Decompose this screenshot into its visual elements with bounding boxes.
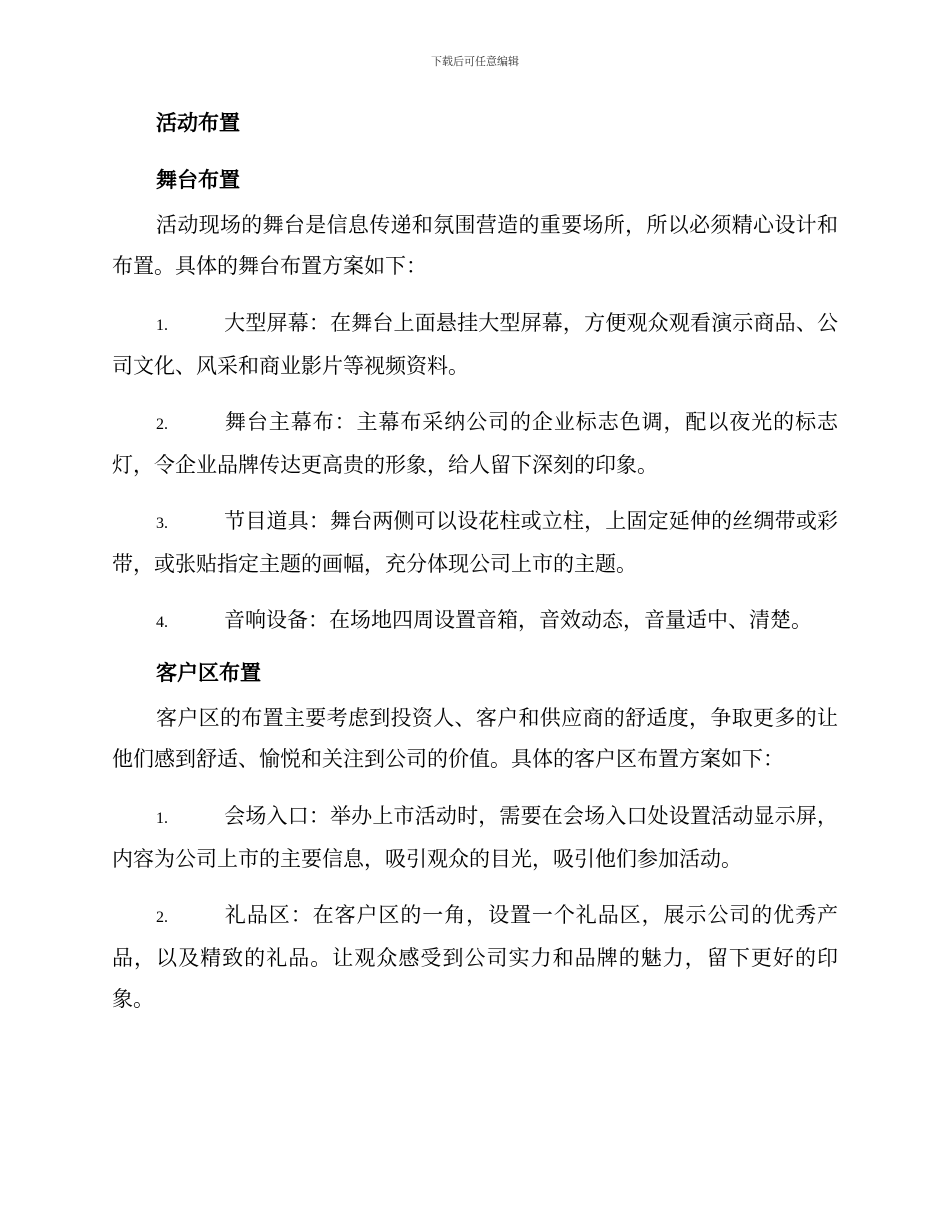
stage-heading: 舞台布置	[156, 168, 240, 192]
list-item	[112, 402, 838, 486]
list-item-text: 大型屏幕：在舞台上面悬挂大型屏幕，方便观众观看演示商品、公司文化、风采和商业影片等视频资料。	[112, 311, 838, 378]
list-item-number: 2.	[156, 416, 168, 433]
list-item-number: 1.	[156, 317, 168, 334]
list-item-number: 4.	[156, 614, 168, 631]
list-item-text: 舞台主幕布：主幕布采纳公司的企业标志色调，配以夜光的标志灯，令企业品牌传达更高贵的形象，给人留下深刻的印象。	[112, 410, 838, 477]
client-heading: 客户区布置	[156, 661, 261, 685]
list-item	[112, 303, 838, 387]
list-item-text: 礼品区：在客户区的一角，设置一个礼品区，展示公司的优秀产品，以及精致的礼品。让观众感受到公司实力和品牌的魅力，留下更好的印象。	[112, 903, 838, 1011]
list-item-number: 2.	[156, 909, 168, 926]
list-item-number: 3.	[156, 515, 168, 532]
stage-intro: 活动现场的舞台是信息传递和氛围营造的重要场所，所以必须精心设计和布置。具体的舞台布置方案如下：	[112, 213, 838, 278]
list-item-text: 会场入口：举办上市活动时，需要在会场入口处设置活动显示屏，内容为公司上市的主要信息，吸引观众的目光，吸引他们参加活动。	[112, 804, 838, 871]
header-note: 下载后可任意编辑	[431, 55, 519, 68]
client-intro: 客户区的布置主要考虑到投资人、客户和供应商的舒适度，争取更多的让他们感到舒适、愉悦和关注到公司的价值。具体的客户区布置方案如下：	[112, 706, 838, 771]
list-item-text: 节目道具：舞台两侧可以设花柱或立柱，上固定延伸的丝绸带或彩带，或张贴指定主题的画幅，充分体现公司上市的主题。	[112, 509, 838, 576]
list-item-text: 音响设备：在场地四周设置音箱，音效动态，音量适中、清楚。	[224, 608, 812, 632]
list-item	[112, 796, 838, 880]
list-item	[112, 501, 838, 585]
list-item	[112, 895, 838, 1020]
document-title: 活动布置	[156, 111, 240, 135]
document-body	[112, 108, 838, 1035]
list-item	[112, 600, 838, 643]
list-item-number: 1.	[156, 810, 168, 827]
